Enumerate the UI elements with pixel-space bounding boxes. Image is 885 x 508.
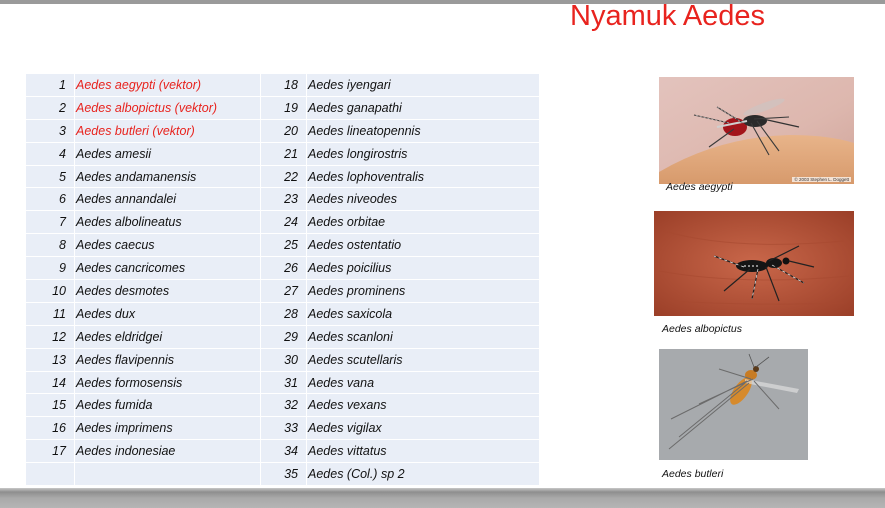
species-name: Aedes cancricomes	[75, 257, 261, 280]
species-name: Aedes albolineatus	[75, 211, 261, 234]
species-name	[75, 463, 261, 486]
species-number: 28	[261, 302, 307, 325]
species-name: Aedes imprimens	[75, 417, 261, 440]
species-number: 33	[261, 417, 307, 440]
species-number: 14	[26, 371, 75, 394]
species-number: 11	[26, 302, 75, 325]
species-number: 4	[26, 142, 75, 165]
species-name: Aedes dux	[75, 302, 261, 325]
species-number: 32	[261, 394, 307, 417]
species-number: 24	[261, 211, 307, 234]
table-row	[26, 394, 540, 417]
table-row	[26, 119, 540, 142]
species-number: 23	[261, 188, 307, 211]
species-name: Aedes prominens	[307, 280, 540, 303]
species-name: Aedes orbitae	[307, 211, 540, 234]
species-number: 16	[26, 417, 75, 440]
species-name: Aedes iyengari	[307, 74, 540, 96]
table-row	[26, 325, 540, 348]
table-row	[26, 440, 540, 463]
species-number: 29	[261, 325, 307, 348]
species-number: 19	[261, 96, 307, 119]
species-number: 30	[261, 348, 307, 371]
table-row	[26, 74, 540, 96]
table-row	[26, 142, 540, 165]
photo-credit: © 2003 Stephen L. Doggett	[794, 177, 849, 182]
species-name: Aedes caecus	[75, 234, 261, 257]
species-number: 9	[26, 257, 75, 280]
species-number: 31	[261, 371, 307, 394]
table-row	[26, 348, 540, 371]
table-row	[26, 188, 540, 211]
species-name: Aedes (Col.) sp 2	[307, 463, 540, 486]
table-row	[26, 234, 540, 257]
species-number: 17	[26, 440, 75, 463]
species-number: 22	[261, 165, 307, 188]
species-number: 20	[261, 119, 307, 142]
table-row	[26, 463, 540, 486]
species-name: Aedes indonesiae	[75, 440, 261, 463]
aedes-aegypti-caption: Aedes aegypti	[666, 181, 733, 193]
species-name: Aedes lophoventralis	[307, 165, 540, 188]
aedes-butleri-image	[659, 349, 808, 460]
table-row	[26, 211, 540, 234]
species-number: 6	[26, 188, 75, 211]
species-name-vector: Aedes aegypti (vektor)	[75, 74, 261, 96]
table-row	[26, 371, 540, 394]
species-number: 18	[261, 74, 307, 96]
species-number: 13	[26, 348, 75, 371]
species-number: 12	[26, 325, 75, 348]
species-name-vector: Aedes albopictus (vektor)	[75, 96, 261, 119]
species-number: 3	[26, 119, 75, 142]
species-name: Aedes eldridgei	[75, 325, 261, 348]
species-number: 26	[261, 257, 307, 280]
species-name: Aedes formosensis	[75, 371, 261, 394]
species-number: 27	[261, 280, 307, 303]
table-row	[26, 165, 540, 188]
species-name: Aedes fumida	[75, 394, 261, 417]
species-number: 15	[26, 394, 75, 417]
aedes-aegypti-photo	[659, 77, 854, 184]
species-name: Aedes scanloni	[307, 325, 540, 348]
species-name: Aedes niveodes	[307, 188, 540, 211]
species-table	[26, 74, 540, 486]
species-number: 10	[26, 280, 75, 303]
species-name: Aedes annandalei	[75, 188, 261, 211]
species-number: 21	[261, 142, 307, 165]
species-name-vector: Aedes butleri (vektor)	[75, 119, 261, 142]
species-number: 35	[261, 463, 307, 486]
species-number: 25	[261, 234, 307, 257]
species-table-body	[26, 74, 540, 486]
species-number: 8	[26, 234, 75, 257]
species-name: Aedes lineatopennis	[307, 119, 540, 142]
species-name: Aedes vana	[307, 371, 540, 394]
slide-title: Nyamuk Aedes	[570, 0, 766, 32]
aedes-butleri-caption: Aedes butleri	[662, 468, 724, 480]
species-name: Aedes vigilax	[307, 417, 540, 440]
table-row	[26, 280, 540, 303]
species-name: Aedes scutellaris	[307, 348, 540, 371]
species-name: Aedes vexans	[307, 394, 540, 417]
aedes-albopictus-caption: Aedes albopictus	[662, 323, 742, 335]
species-name: Aedes saxicola	[307, 302, 540, 325]
species-number: 1	[26, 74, 75, 96]
species-name: Aedes vittatus	[307, 440, 540, 463]
species-number: 5	[26, 165, 75, 188]
species-number: 2	[26, 96, 75, 119]
aedes-aegypti-image	[659, 77, 854, 184]
species-name: Aedes desmotes	[75, 280, 261, 303]
species-number: 7	[26, 211, 75, 234]
bottom-shadow	[0, 488, 885, 508]
species-number	[26, 463, 75, 486]
species-name: Aedes ostentatio	[307, 234, 540, 257]
aedes-albopictus-image	[654, 211, 854, 316]
aedes-butleri-photo	[659, 349, 808, 460]
table-row	[26, 417, 540, 440]
species-name: Aedes amesii	[75, 142, 261, 165]
species-name: Aedes ganapathi	[307, 96, 540, 119]
aedes-albopictus-photo	[654, 211, 854, 316]
species-name: Aedes longirostris	[307, 142, 540, 165]
table-row	[26, 302, 540, 325]
table-row	[26, 257, 540, 280]
table-row	[26, 96, 540, 119]
species-name: Aedes flavipennis	[75, 348, 261, 371]
species-number: 34	[261, 440, 307, 463]
species-name: Aedes poicilius	[307, 257, 540, 280]
species-name: Aedes andamanensis	[75, 165, 261, 188]
